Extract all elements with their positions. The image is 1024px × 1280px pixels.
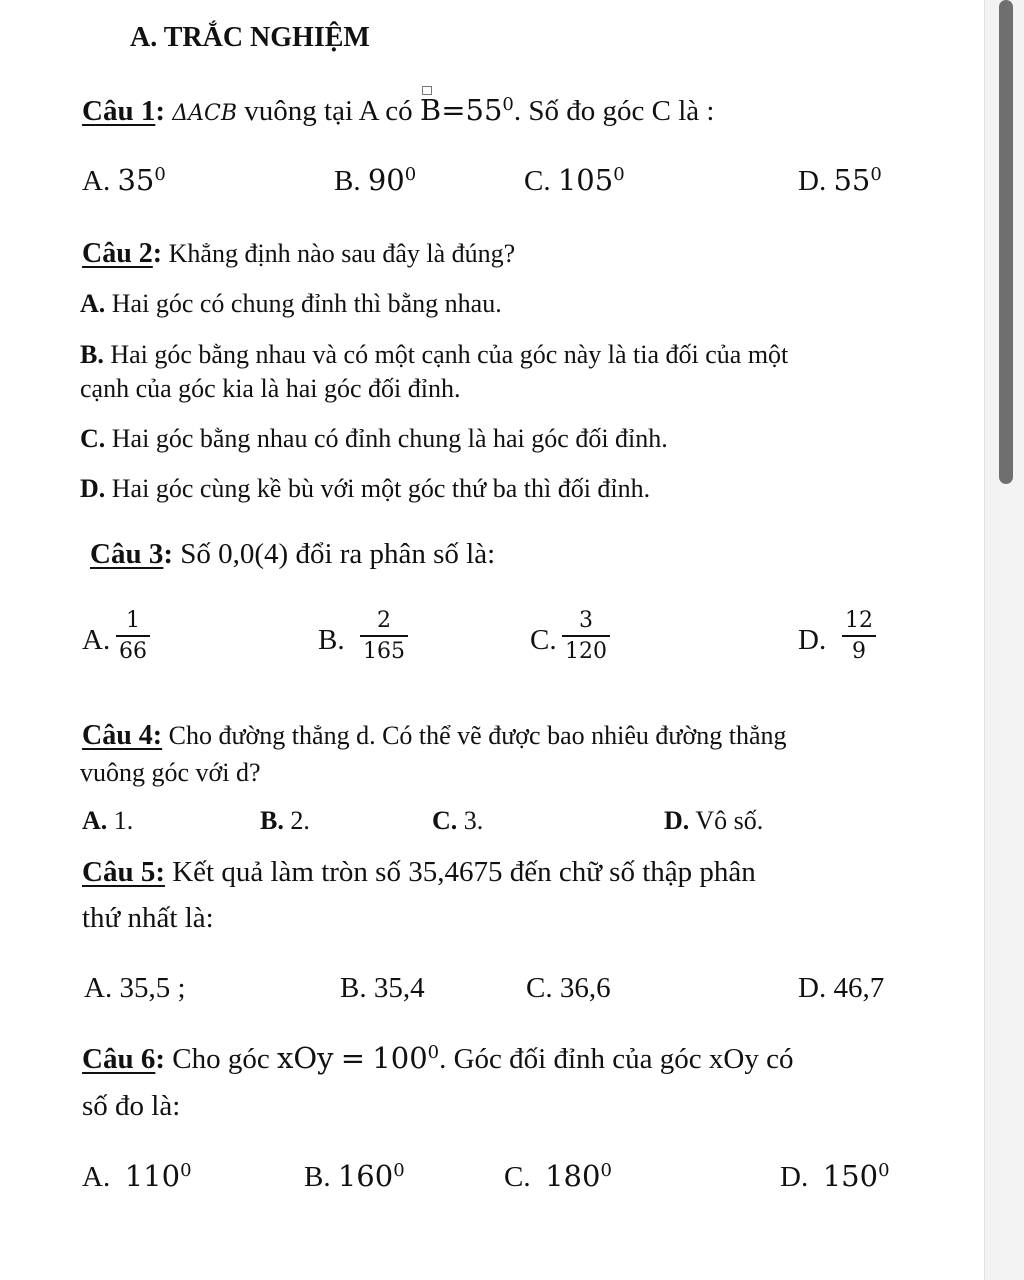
question-4-label: Câu 4: bbox=[82, 720, 163, 751]
equals-sign: = bbox=[441, 93, 466, 127]
q6-option-d: D. $150^0$ bbox=[780, 1159, 890, 1193]
section-title: A. TRẮC NGHIỆM bbox=[130, 22, 370, 53]
angle-hat-icon bbox=[422, 86, 432, 95]
question-5-label: Câu 5: bbox=[82, 856, 165, 888]
q4-option-a: A. 1. bbox=[82, 806, 134, 835]
question-1-label: Câu 1 bbox=[82, 95, 156, 127]
q3-option-d-fraction: 12 9 bbox=[842, 608, 876, 664]
question-6-continued: số đo là: bbox=[82, 1090, 181, 1122]
question-4 bbox=[82, 722, 787, 750]
question-6: Câu 6: Cho góc xOy = $100^0$. Góc đối đỉnh của góc xOy có bbox=[82, 1041, 794, 1075]
q5-option-d: D. 46,7 bbox=[798, 972, 885, 1004]
q5-option-a: A. 35,5 ; bbox=[84, 972, 186, 1004]
question-2-label: Câu 2 bbox=[82, 238, 153, 269]
q2-option-a: A. Hai góc có chung đỉnh thì bằng nhau. bbox=[80, 289, 502, 318]
question-1-colon: : bbox=[155, 95, 165, 127]
q2-option-b: B. Hai góc bằng nhau và có một cạnh của góc này là tia đối của một bbox=[80, 340, 789, 369]
question-6-label: Câu 6 bbox=[82, 1043, 156, 1075]
angle-b-value: $55^0$ bbox=[465, 93, 514, 127]
question-3-text: Số 0,0(4) đổi ra phân số là: bbox=[180, 538, 496, 570]
q1-option-d: D. $55^0$ bbox=[798, 163, 882, 197]
q3-option-a-fraction: 1 66 bbox=[116, 608, 150, 664]
question-1-triangle: ΔACB bbox=[172, 101, 238, 126]
q1-option-b: B. $90^0$ bbox=[334, 163, 417, 197]
q4-option-b: B. 2. bbox=[260, 806, 310, 835]
q3-option-b-letter: B. bbox=[318, 624, 345, 656]
question-6-text-b: . Góc đối đỉnh của góc xOy có bbox=[439, 1043, 794, 1075]
q3-option-b-fraction: 2 165 bbox=[360, 608, 408, 664]
question-5-text: Kết quả làm tròn số 35,4675 đến chữ số thập phân bbox=[172, 856, 756, 888]
q5-option-c: C. 36,6 bbox=[526, 972, 611, 1004]
q3-option-a-letter: A. bbox=[82, 624, 111, 656]
question-1-text-a: vuông tại A có bbox=[244, 95, 413, 127]
question-3-label: Câu 3 bbox=[90, 538, 164, 570]
scrollbar-thumb[interactable] bbox=[999, 0, 1013, 484]
scrollbar-edge bbox=[984, 0, 985, 1280]
q1-option-c: C. $105^0$ bbox=[524, 163, 625, 197]
q2-option-c: C. Hai góc bằng nhau có đỉnh chung là hai góc đối đỉnh. bbox=[80, 424, 668, 453]
equals-sign: = bbox=[340, 1041, 366, 1075]
question-4-continued: vuông góc với d? bbox=[80, 758, 261, 787]
question-6-text-a: Cho góc bbox=[172, 1043, 270, 1075]
q6-option-a: A. $110^0$ bbox=[82, 1159, 192, 1193]
q1-option-a: A. $35^0$ bbox=[82, 163, 166, 197]
question-2: Câu 2: Khẳng định nào sau đây là đúng? bbox=[82, 238, 516, 269]
question-5 bbox=[82, 858, 756, 887]
angle-xoy-value: $100^0$ bbox=[372, 1041, 440, 1075]
q5-option-b: B. 35,4 bbox=[340, 972, 425, 1004]
angle-xoy: xOy bbox=[276, 1041, 334, 1075]
q3-option-c-fraction: 3 120 bbox=[562, 608, 610, 664]
q4-option-c: C. 3. bbox=[432, 806, 484, 835]
q6-option-b: B. $160^0$ bbox=[304, 1159, 405, 1193]
question-3: Câu 3: Số 0,0(4) đổi ra phân số là: bbox=[90, 538, 496, 570]
q4-option-d: D. Vô số. bbox=[664, 806, 764, 835]
question-4-text: Cho đường thẳng d. Có thể vẽ được bao nhiêu đường thẳng bbox=[168, 721, 787, 750]
q2-option-b-continued: cạnh của góc kia là hai góc đối đỉnh. bbox=[80, 374, 461, 403]
q6-option-c: C. $180^0$ bbox=[504, 1159, 612, 1193]
q2-option-d: D. Hai góc cùng kề bù với một góc thứ ba thì đối đỉnh. bbox=[80, 474, 651, 503]
q3-option-c-letter: C. bbox=[530, 624, 557, 656]
angle-b: B bbox=[420, 96, 441, 125]
question-5-continued: thứ nhất là: bbox=[82, 902, 214, 934]
question-2-text: Khẳng định nào sau đây là đúng? bbox=[168, 239, 516, 268]
question-1-text-b: . Số đo góc C là : bbox=[513, 95, 715, 127]
question-1 bbox=[82, 93, 715, 127]
q3-option-d-letter: D. bbox=[798, 624, 827, 656]
